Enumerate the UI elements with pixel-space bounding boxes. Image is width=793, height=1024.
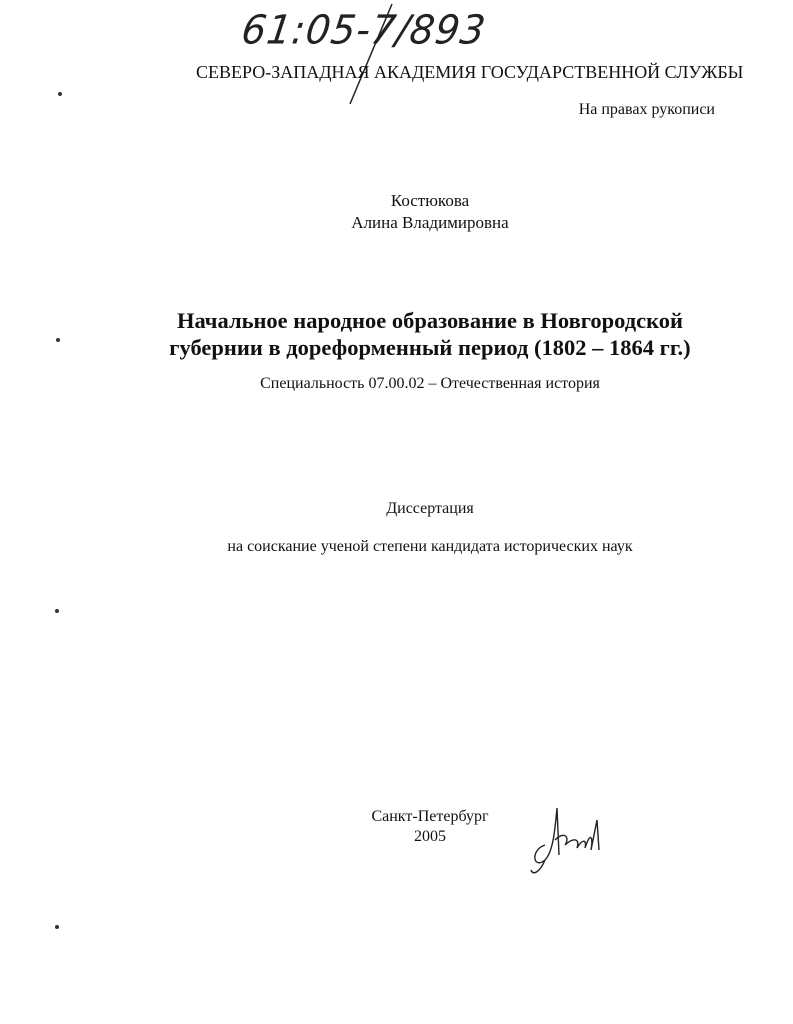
author-given-names: Алина Владимировна bbox=[351, 213, 509, 232]
scan-mark bbox=[55, 925, 59, 929]
handwritten-catalog-number: 61:05-7/893 bbox=[238, 6, 489, 54]
scan-mark bbox=[58, 92, 62, 96]
degree-line: на соискание ученой степени кандидата исторических наук bbox=[227, 538, 633, 555]
year: 2005 bbox=[414, 828, 446, 845]
title-line-1: Начальное народное образование в Новгородской bbox=[176, 308, 684, 333]
signature-image bbox=[525, 800, 615, 880]
title-line-2: губернии в дореформенный период (1802 – 1864 гг.) bbox=[169, 335, 691, 360]
rights-note: На правах рукописи bbox=[578, 101, 715, 118]
document-type: Диссертация bbox=[386, 500, 474, 517]
city: Санкт-Петербург bbox=[371, 808, 489, 825]
institution-name: СЕВЕРО-ЗАПАДНАЯ АКАДЕМИЯ ГОСУДАРСТВЕННОЙ СЛУЖБЫ bbox=[196, 62, 744, 82]
handwritten-slash bbox=[340, 0, 400, 110]
author-surname: Костюкова bbox=[390, 191, 470, 210]
specialty: Специальность 07.00.02 – Отечественная история bbox=[260, 375, 600, 392]
scan-mark bbox=[55, 609, 59, 613]
scan-mark bbox=[56, 338, 60, 342]
